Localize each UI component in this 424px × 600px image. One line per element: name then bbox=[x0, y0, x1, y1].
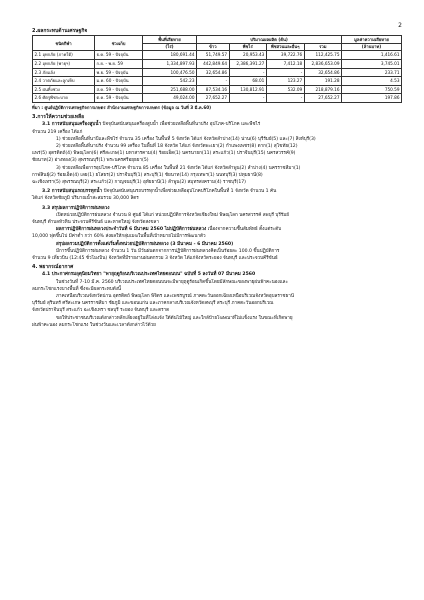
text-line: จำนวน 219 เครื่อง ได้แก่ bbox=[32, 129, 83, 135]
damage-table bbox=[32, 35, 402, 103]
table-row: 2.2 อุทกภัย (พายุฯ) ก.ย. - พ.ย. 59 1,334,897.93 442,849.64 2,386,391.27 7,412.18 2,836,653.09 3,745.01 bbox=[33, 59, 402, 68]
text-line: ชัยนาท(2) อ่างทอง(3) สุพรรณบุรี(1) พระนครศรีอยุธยา(5) bbox=[32, 158, 149, 164]
text-line: ขอให้ประชาชนบริเวณดังกล่าวหลีกเลี่ยงอยู่ในที่โล่งแจ้ง ใต้ต้นไม้ใหญ่ และใกล้ป้ายโฆษณาที่ไม่แข็งแรง ในขณะที่เกิดพายุ bbox=[56, 315, 293, 321]
section-3-3-heading: 3.3 สรุปผลการปฏิบัติการฝนหลวง bbox=[42, 205, 110, 211]
col-total: รวม bbox=[304, 43, 341, 51]
text-line: มีการขึ้นปฏิบัติการฝนหลวง จำนวน 1 วัน มีวันฝนตกจากการปฏิบัติการฝนหลวงคิดเป็นร้อยละ 100.0 ขึ้นปฏิบัติการ bbox=[56, 248, 280, 254]
col-area-unit: (ไร่) bbox=[143, 43, 197, 51]
text-line: ลมกระโชกแรงบางพื้นที่ ซึ่งจะมีผลกระทบดังนี้ bbox=[32, 286, 122, 292]
table-row: 2.6 ศัตรูพืชระบาด ต.ค. 59 - ปัจจุบัน 49,024.00 27,652.27 - - 27,652.27 197.86 bbox=[33, 94, 402, 103]
col-volume: ปริมาณผลผลิต (ตัน) bbox=[197, 36, 342, 44]
text-line: จังหวัดปราจีนบุรี สระแก้ว ฉะเชิงเทรา ชลบุรี ระยอง จันทบุรี และตราด bbox=[32, 308, 170, 314]
col-value: มูลค่าความเสียหาย bbox=[342, 36, 402, 44]
section-2-title: 2.ผลกระทบด้านเศรษฐกิจ bbox=[32, 28, 88, 34]
text-line: ในช่วงวันที่ 7-10 มี.ค. 2560 บริเวณประเทศไทยตอนบนจะมีพายุฤดูร้อนเกิดขึ้นโดยมีลักษณะของพายุฝนฟ้าคะนองและ bbox=[56, 279, 288, 285]
col-period: ช่วงเก็บ bbox=[95, 36, 143, 51]
rain-daily-result: ผลการปฏิบัติการฝนหลวงประจำวันที่ 6 มีนาคม 2560 ไม่ปฏิบัติการฝนหลวง เนื่องจากความชื้นสัมพัทธ์ ตั้งแต่ระดับ bbox=[56, 227, 282, 233]
section-3-2-paragraph: 3.2 การสนับสนุนรถบรรทุกน้ำ ปัจจุบันสนับสนุนรถบรรทุกน้ำเพื่อช่วยเหลืออุปโภคบริโภคในพื้นที่ 1 จังหวัด จำนวน 1 คัน bbox=[42, 189, 277, 195]
col-crops: พืชไร่ bbox=[229, 43, 266, 51]
table-row: 2.3 ภัยแล้ง พ.ย. 59 - ปัจจุบัน 100,476.50 32,654.86 - - 32,654.86 233.71 bbox=[33, 68, 402, 77]
col-fruit: พืชสวนและอื่นๆ bbox=[266, 43, 304, 51]
section-4-title: 4. พยากรณ์อากาศ bbox=[32, 264, 74, 271]
col-rice: ข้าว bbox=[197, 43, 230, 51]
section-3-1-paragraph: 3.1 การสนับสนุนเครื่องสูบน้ำ ปัจจุบันสนับสนุนเครื่องสูบน้ำ เพื่อช่วยเหลือพื้นที่นาปรัง อุปโภค-บริโภค และพืชไร่ bbox=[42, 122, 261, 128]
table-source-note: ที่มา : ศูนย์ปฏิบัติการเศรษฐกิจการเกษตร สำนักงานเศรษฐกิจการเกษตร (ข้อมูล ณ วันที่ 3 มี.ค.60) bbox=[32, 104, 212, 110]
text-line: จำนวน 9 เที่ยวบิน (12:45 ชั่วโมงบิน) จังหวัดที่มีรายงานฝนตกรวม 3 จังหวัด ได้แก่จังหวัดระยอง จันทบุรี และประจวบคีรีขันธ์ bbox=[32, 256, 278, 262]
section-3-1-heading: 3.1 การสนับสนุนเครื่องสูบน้ำ bbox=[42, 122, 102, 128]
rain-summary-heading: สรุปผลรวมปฏิบัติการตั้งแต่เริ่มตั้งหน่วยปฏิบัติการฝนหลวง (3 มีนาคม - 6 มีนาคม 2560) bbox=[56, 241, 234, 247]
table-row: 2.1 อุทกภัย (ภาคใต้) ธ.ค. 59 - ปัจจุบัน 180,691.44 51,749.57 20,953.43 39,722.76 112,425.75 1,416.61 bbox=[33, 51, 402, 60]
text-line: ได้แก่ จังหวัดชัยภูมิ ปริมาณน้ำสะสมรวม 30,000 ลิตร bbox=[32, 196, 139, 202]
section-3-2-heading: 3.2 การสนับสนุนรถบรรทุกน้ำ bbox=[42, 189, 103, 195]
table-row: 2.4 วาตภัยและลูกเห็บ ม.ค. 60 - ปัจจุบัน 542.23 - 68.01 123.27 191.28 4.53 bbox=[33, 77, 402, 86]
col-type: ชนิดกีฬา bbox=[33, 36, 95, 51]
text-line: ฉะเชิงเทรา(5) สุพรรณบุรี(2) สระแก้ว(2) กาญจนบุรี(1) อุทัยธานี(1) ลำพูน(2) สมุทรสงคราม(4) ราชบุรี(17) bbox=[32, 179, 246, 185]
text-line: 1) ช่วยเหลือพื้นที่นาปีและพืชไร่ จำนวน 35 เครื่อง ในพื้นที่ 5 จังหวัด ได้แก่ จังหวัดลำปาง(14) น่าน(6) บุรีรัมย์(5) และ(7) สิงห์บุรี(3) bbox=[56, 136, 316, 142]
col-area: พื้นที่เสียหาย bbox=[143, 36, 197, 44]
page-number: 2 bbox=[398, 22, 402, 29]
text-line: 2) ช่วยเหลือพื้นที่นาปรัง จำนวน 99 เครื่อง ในพื้นที่ 18 จังหวัด ได้แก่ จังหวัดพะเยา(2) กำแพงเพชร(8) ตาก(1) สุโขทัย(12) bbox=[56, 143, 298, 149]
col-value-unit: (ล้านบาท) bbox=[342, 43, 402, 51]
text-line: เปิดหน่วยปฏิบัติการฝนหลวง จำนวน 8 ศูนย์ ได้แก่ หน่วยปฏิบัติการจังหวัดเชียงใหม่ พิษณุโลก นครสวรรค์ ลพบุรี บุรีรัมย์ bbox=[56, 212, 289, 218]
text-line: 3) ช่วยเหลือเพื่อการอุปโภค-บริโภค จำนวน 85 เครื่อง ในพื้นที่ 21 จังหวัด ได้แก่ จังหวัดลำพูน(2) ลำปาง(4) นครราชสีมา(1) bbox=[56, 165, 301, 171]
text-line: ฝนฟ้าคะนอง ลมกระโชกแรง ในช่วงวันและเวลาดังกล่าวไว้ด้วย bbox=[32, 322, 156, 328]
section-4-1-heading: 4.1 ประกาศกรมอุตุนิยมวิทยา "พายุฤดูร้อนบริเวณประเทศไทยตอนบน" ฉบับที่ 5 ลงวันที่ 07 มีนาคม 2560 bbox=[42, 272, 256, 278]
text-line: 10,000 ฟุตขึ้นไป มีค่าต่ำ กว่า 60% ส่งผลให้กลุ่มเมฆในพื้นที่เป้าหมายไม่มีการพัฒนาตัว bbox=[32, 234, 206, 240]
text-line: ภาคเหนือบริเวณจังหวัดน่าน อุตรดิตถ์ พิษณุโลก พิจิตร และเพชรบูรณ์ ภาคตะวันออกเฉียงเหนือบริเวณจังหวัดอุบลราชธานี bbox=[56, 294, 295, 300]
text-line: กาฬสินธุ์(2) ร้อยเอ็ด(4) เลย(1) ยโสธร(2) ปราจีนบุรี(1) สระบุรี(1) ชัยนาท(14) กรุงเทพฯ(1) นนทบุรี(3) ปทุมธานี(8) bbox=[32, 172, 263, 178]
text-line: แพร่(5) อุตรดิตถ์(4) พิษณุโลก(6) ศรีสะเกษ(1) มหาสารคาม(4) ร้อยเอ็ด(1) นครนายก(11) สระแก้ว(1) ปราจีนบุรี(15) นครสวรรค์(9) bbox=[32, 151, 296, 157]
text-line: จันทบุรี ตำบลหัวหิน ประจวบคีรีขันธ์ และหาดใหญ่ จังหวัดสงขลา bbox=[32, 220, 159, 225]
text-line: บุรีรัมย์ สุรินทร์ ศรีสะเกษ นครราชสีมา ชัยภูมิ และขอนแก่น และภาคกลางบริเวณจังหวัดลพบุรี สระบุรี ภาคตะวันออกบริเวณ bbox=[32, 301, 274, 307]
section-3-title: 3.การให้ความช่วยเหลือ bbox=[32, 114, 85, 121]
table-row: 2.5 ฝนทิ้งช่วง ส.ค. 59 - ปัจจุบัน 251,688.00 87,534.16 130,812.91 532.09 218,879.16 750.59 bbox=[33, 85, 402, 94]
